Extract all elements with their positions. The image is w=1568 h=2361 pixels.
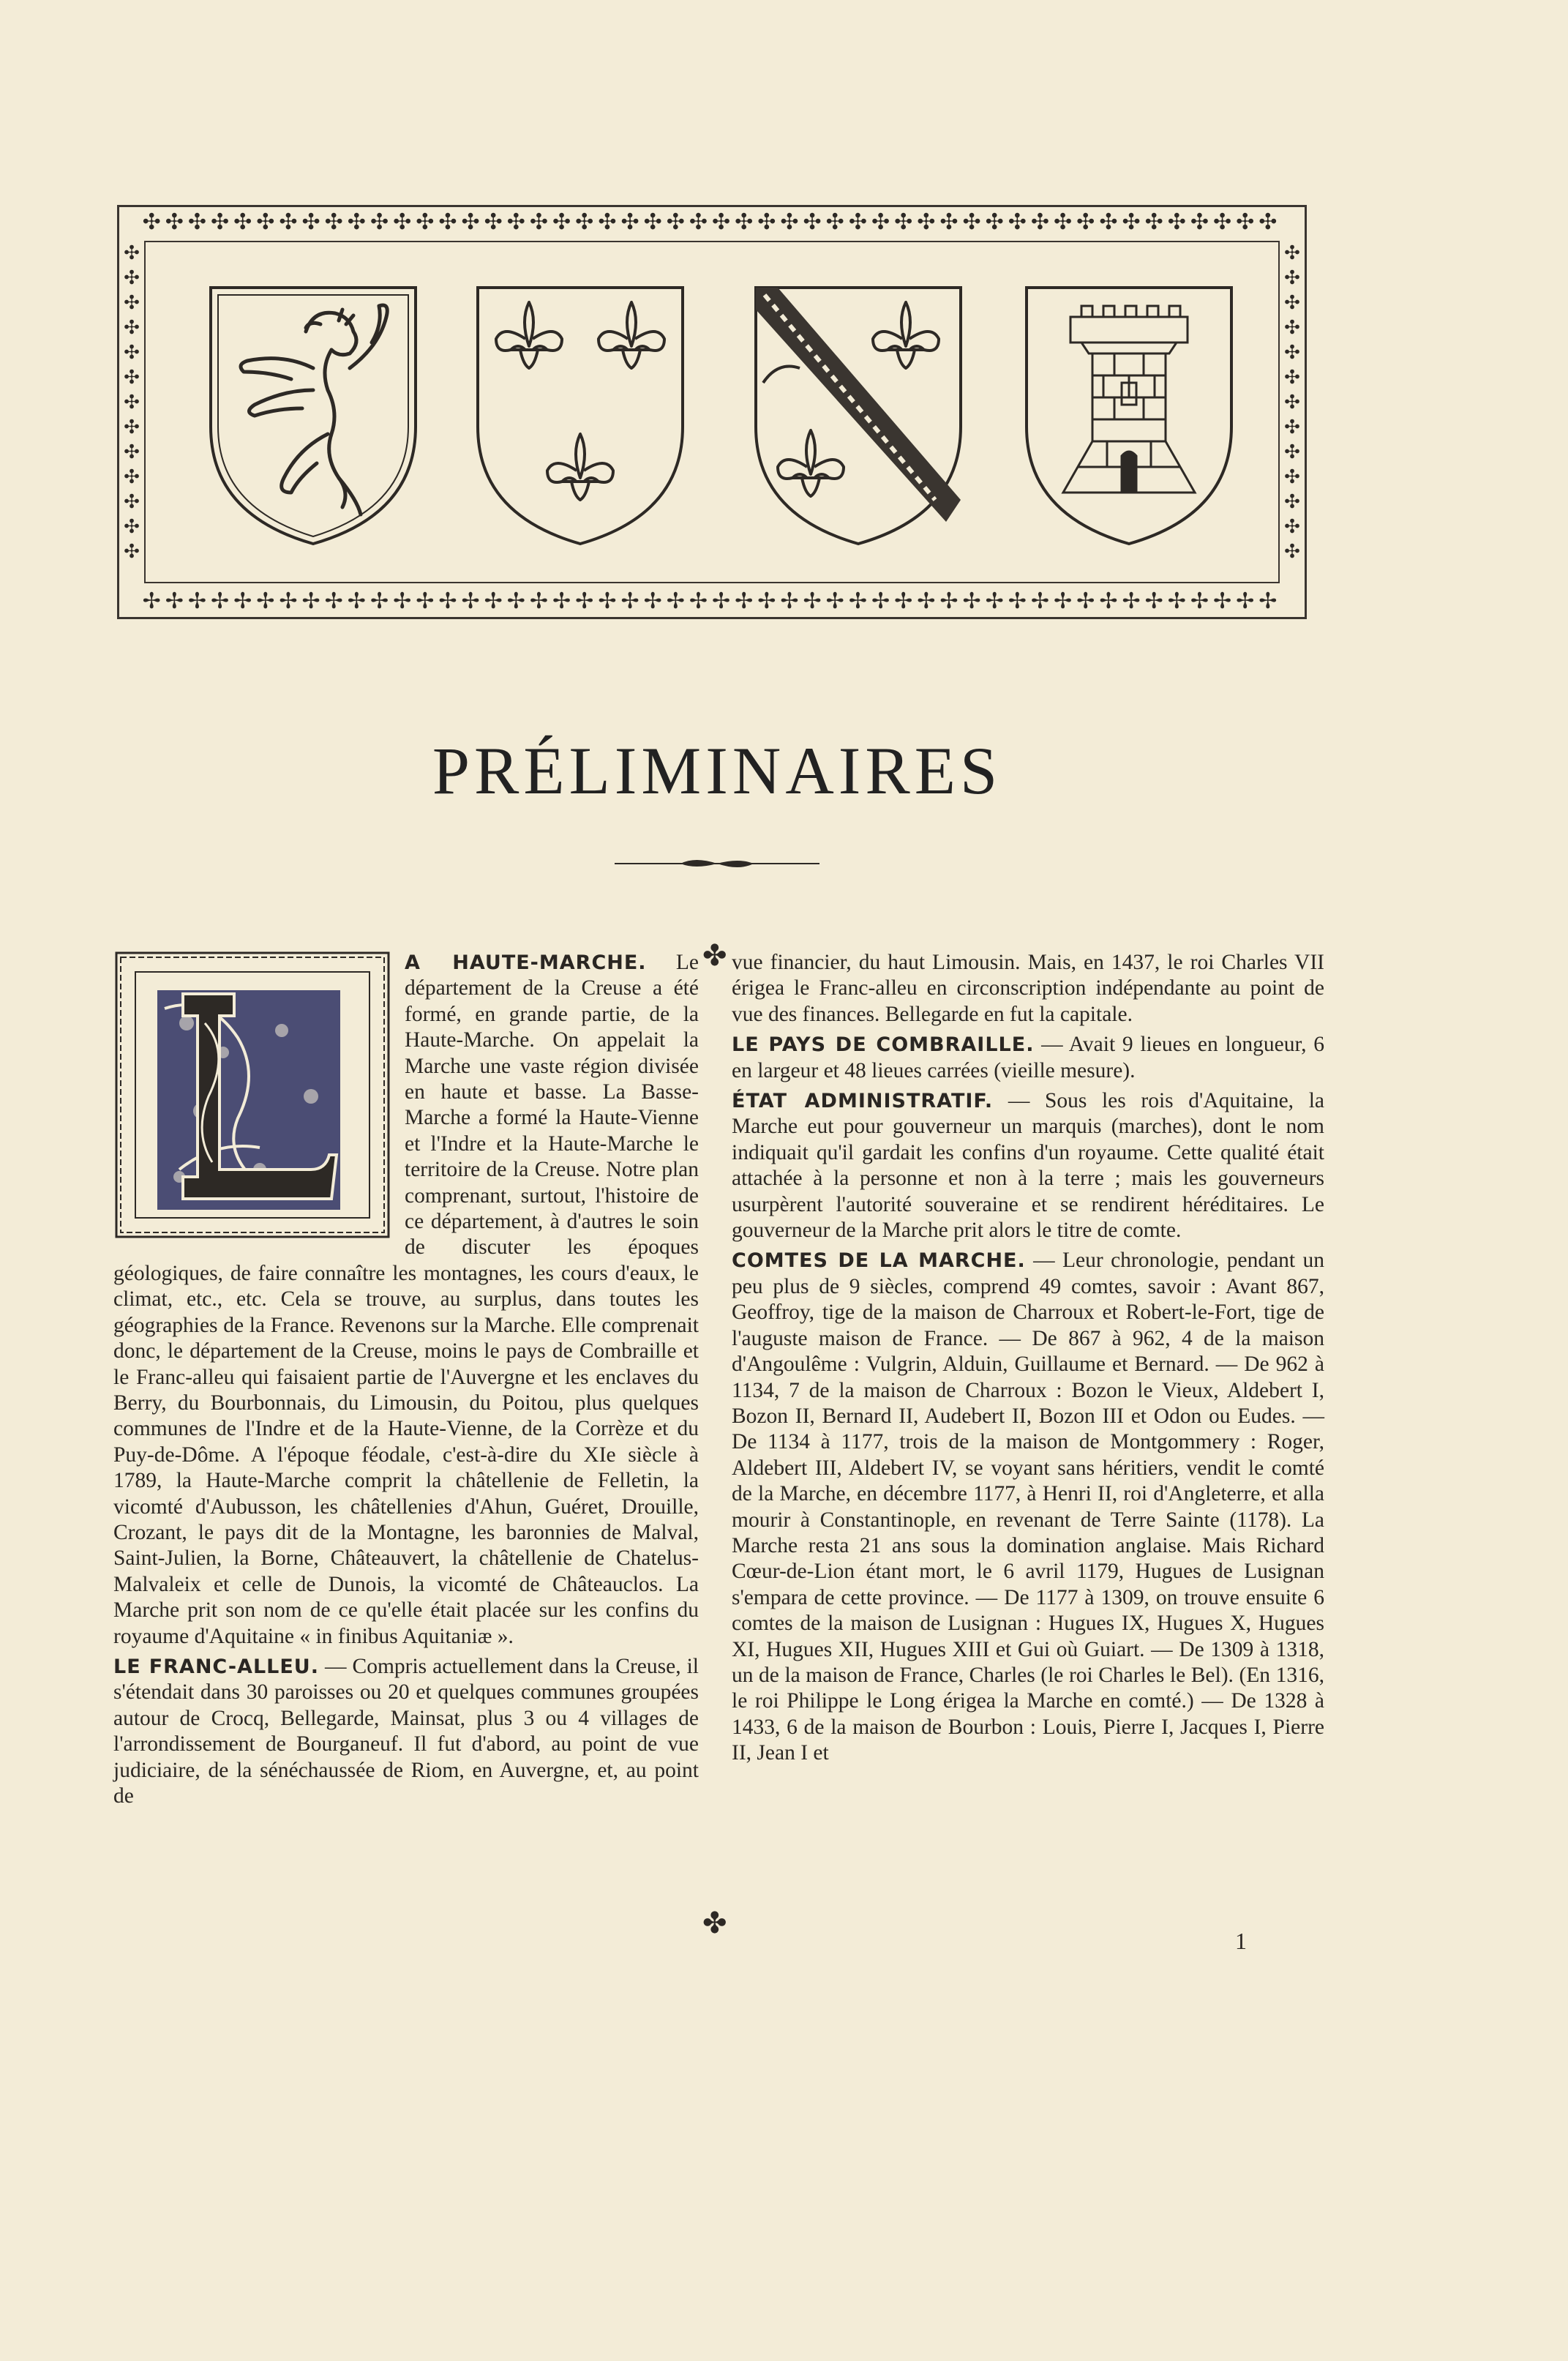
paragraph-continuation <box>732 950 1324 1028</box>
lion-rampant-shield-icon <box>203 280 423 551</box>
text-haute-marche: Le département de la Creuse a été formé, en grande partie, de la Haute-Marche. On appelait la Marche une vaste région divisée en haute et basse. La Basse-Marche a formé la Haute-Vienne et l'Indre et la Haute-Marche le territoire de la Creuse. Notre plan comprenant, surtout, l'histoire de ce département, à d'autres le soin de discuter les époques géologiques, de faire connaître les montagnes, les cours d'eaux, le climat, etc., etc. Cela se trouve, au surplus, dans toutes les géographies de la France. Revenons sur la Marche. Elle comprenait donc, le département de la Creuse, moins le pays de Combraille et le Franc-alleu qui faisaient partie de l'Auvergne et les enclaves du Berry, du Bourbonnais, du Limousin, du Poitou, plus quelques communes de l'Indre et de la Haute-Vienne, de la Corrèze et du Puy-de-Dôme. A l'époque féodale, c'est-à-dire du XIe siècle à 1789, la Haute-Marche comprit la châtellenie de Felletin, la vicomté d'Aubusson, les châtellenies d'Ahun, Guéret, Drouille, Crozant, le pays dit de la Montagne, les baronnies de Malval, Saint-Julien, la Borne, Châteauvert, la châtellenie de Chatelus-Malvaleix et celle de Dunois, la vicomté de Châteauclos. La Marche prit son nom de ce qu'elle était placée sur les confins du royaume d'Aquitaine « in finibus Aquitaniæ ». <box>113 951 699 1648</box>
gutter-flourish-top-icon: ✤ <box>702 939 727 972</box>
left-ornament-border: ✣✣✣✣✣✣✣✣✣✣✣✣✣ <box>124 242 140 562</box>
paragraph-comtes <box>732 1248 1324 1766</box>
text-franc-alleu: — Compris actuellement dans la Creuse, il s'étendait dans 30 paroisses ou 20 et quelques communes groupées autour de Crocq, Bellegarde, Mainsat, plus 3 ou 4 villages de l'arrondissement de Bourganeuf. Il fut d'abord, au point de vue judiciaire, de la sénéchaussée de Riom, en Auvergne, et, au point de <box>113 1654 699 1808</box>
tower-shield-icon <box>1019 280 1239 551</box>
title-ornament-rule <box>615 855 819 872</box>
right-ornament-border: ✣✣✣✣✣✣✣✣✣✣✣✣✣ <box>1284 242 1300 562</box>
text-combraille: — Avait 9 lieues en longueur, 6 en largeur et 48 lieues carrées (vieille mesure). <box>732 1033 1324 1082</box>
three-fleur-de-lis-shield-icon <box>470 280 690 551</box>
heading-franc-alleu: LE FRANC-ALLEU. <box>113 1655 319 1678</box>
heading-comtes: COMTES DE LA MARCHE. <box>732 1249 1026 1273</box>
page-title: PRÉLIMINAIRES <box>432 733 1002 808</box>
heraldic-frame <box>117 205 1307 619</box>
text-etat-administratif: — Sous les rois d'Aquitaine, la Marche eut pour gouverneur un marquis (marches), dont le nom indiquait qu'il gardait les confins d'un royaume. Cette qualité était attachée à la personne et non à la terre ; mais les gouverneurs usurpèrent l'autorité souveraine et se rendirent héréditaires. Le gouverneur de la Marche prit alors le titre de comte. <box>732 1089 1324 1243</box>
heading-haute-marche: A HAUTE-MARCHE. <box>405 951 647 974</box>
text-comtes: — Leur chronologie, pendant un peu plus de 9 siècles, comprend 49 comtes, savoir : Avant 867, Geoffroy, tige de la maison de Charroux et Robert-le-Fort, tige de l'auguste maison de France. — De 867 à 962, 4 de la maison d'Angoulême : Vulgrin, Alduin, Guillaume et Bernard. — De 962 à 1134, 7 de la maison de Charroux : Bozon le Vieux, Aldebert I, Bozon II, Bernard II, Audebert II, Bozon III et Odon ou Eudes. — De 1134 à 1177, trois de la maison de Montgommery : Roger, Aldebert III, Aldebert IV, se voyant sans héritiers, vendit le comté de la Marche, en décembre 1177, à Henri II, roi d'Angleterre, et alla mourir à Constantinople, en revenant de Terre Sainte (1178). La Marche resta 21 ans sous la domination anglaise. Mais Richard Cœur-de-Lion étant mort, le 6 avril 1179, Hugues de Lusignan s'empara de cette province. — De 1177 à 1309, on trouve ensuite 6 comtes de la maison de Lusignan : Hugues IX, Hugues X, Hugues XI, Hugues XII, Hugues XIII et Gui où Guiart. — De 1309 à 1318, un de la maison de France, Charles (le roi Charles le Bel). (En 1316, le roi Philippe le Long érigea la Marche en comté.) — De 1328 à 1433, 6 de la maison de Bourbon : Louis, Pierre I, Jacques I, Pierre II, Jean I et <box>732 1249 1324 1765</box>
paragraph-etat-administratif <box>732 1088 1324 1243</box>
bottom-ornament-border: ✢✢✢✢✢✢✢✢✢✢✢✢✢✢✢✢✢✢✢✢✢✢✢✢✢✢✢✢✢✢✢✢✢✢✢✢✢✢✢✢✢✢✢✢✢✢✢✢✢✢ <box>142 589 1282 613</box>
text-continuation: vue financier, du haut Limousin. Mais, en 1437, le roi Charles VII érigea le Franc-alleu en circonscription indépendante au point de vue des finances. Bellegarde en fut la capitale. <box>732 951 1324 1026</box>
gutter-flourish-bottom-icon: ✤ <box>702 1907 727 1939</box>
right-column <box>732 950 1324 1771</box>
paragraph-combraille <box>732 1032 1324 1084</box>
heading-combraille: LE PAYS DE COMBRAILLE. <box>732 1033 1035 1057</box>
top-ornament-border: ✣✣✣✣✣✣✣✣✣✣✣✣✣✣✣✣✣✣✣✣✣✣✣✣✣✣✣✣✣✣✣✣✣✣✣✣✣✣✣✣✣✣✣✣✣✣✣✣✣✣ <box>142 210 1282 234</box>
paragraph-franc-alleu <box>113 1654 699 1809</box>
ornate-dropcap-l-icon <box>113 950 391 1240</box>
left-column <box>113 950 699 1814</box>
page-number: 1 <box>1235 1928 1247 1954</box>
heading-etat-administratif: ÉTAT ADMINISTRATIF. <box>732 1090 994 1113</box>
bend-fleur-de-lis-shield-icon <box>749 280 968 551</box>
